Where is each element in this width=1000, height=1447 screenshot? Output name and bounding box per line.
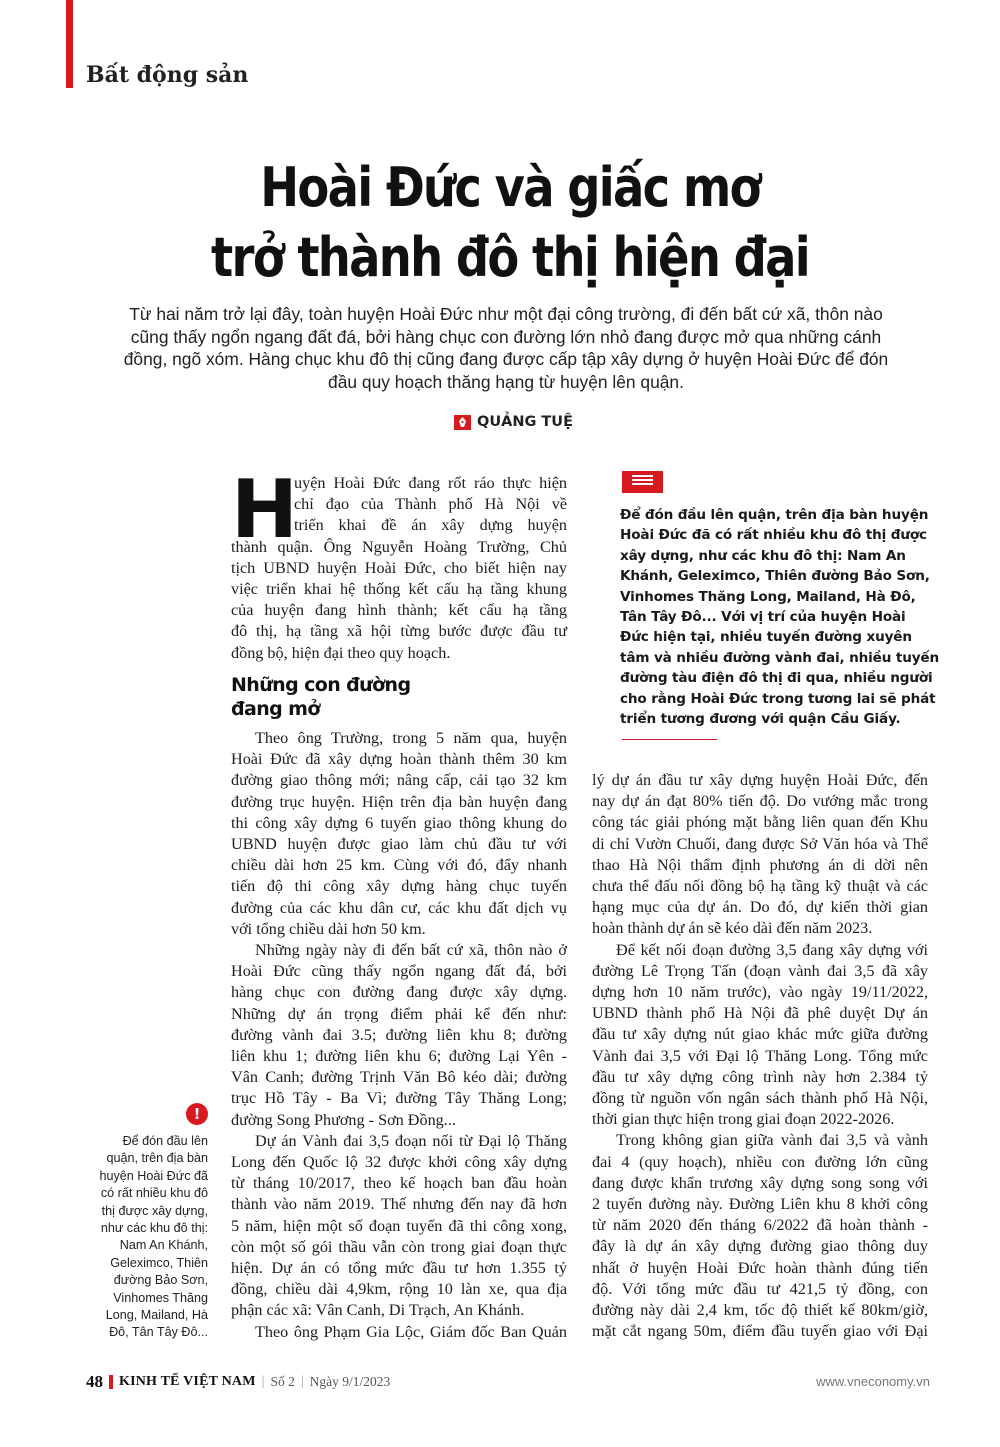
article-title-line-1: Hoài Đức và giấc mơ (260, 156, 760, 219)
text-line: đô thị, hạ tầng xã hội từng bước được đầu tư (231, 622, 567, 641)
text-line: Hoài Đức đã xây dựng hoàn thành thêm 30 km (231, 750, 567, 769)
text-line: tịch UBND huyện Hoài Đức, cho biết hiện nay (231, 558, 567, 577)
quote-line: Tân Tây Đô... Với vị trí của huyện Hoài (620, 609, 906, 626)
text-line: di chỉ Vườn Chuối, đang được Sở Văn hóa và Thể (592, 834, 928, 853)
text-line: thao Hà Nội thẩm định phương án di dời nên (592, 855, 928, 874)
section-accent-bar (66, 0, 73, 88)
aside-line: Long, Mailand, Hà (105, 1308, 208, 1323)
intro-paragraph (231, 473, 567, 664)
text-line: nhất ở huyện Hoài Đức hoàn thành đúng tiến (592, 1258, 928, 1277)
lede-line: Từ hai năm trở lại đây, toàn huyện Hoài Đức như một đại công trường, đi đến bất cứ xã, thôn nào (129, 304, 883, 324)
text-line: Những ngày này đi đến bất cứ xã, thôn nào ở (255, 941, 567, 960)
aside-line: Đô, Tân Tây Đô... (109, 1325, 208, 1340)
text-line: đai 4 (quy hoạch), nhiều con đường lớn cũng (592, 1152, 928, 1171)
text-line: từ tháng 10/2017, theo kế hoạch ban đầu hoàn (231, 1174, 567, 1193)
text-line: thành vào năm 2019. Thế nhưng đến nay đã hơn (231, 1195, 567, 1214)
text-line: 5 năm, hiện một số đoạn tuyến đã thi công xong, (231, 1216, 567, 1235)
page-number: 48 (86, 1372, 103, 1391)
body-column-1 (231, 728, 567, 1343)
text-line: lý dự án đầu tư xây dựng huyện Hoài Đức, đến (592, 771, 928, 789)
text-line: việc triển khai hệ thống kết cấu hạ tầng khung (231, 580, 567, 599)
pull-quote (620, 505, 940, 729)
text-line: đây là dự án xây dựng đường giao thông duy (592, 1237, 928, 1256)
text-line: công tác giải phóng mặt bằng liên quan đến Khu (592, 813, 928, 832)
text-line: Những dự án trọng điểm phải kể đến như: (231, 1004, 567, 1023)
text-line: hàng chục con đường đang được xây dựng. (231, 983, 567, 1002)
text-line: đồng, chiều dài 4,9km, rộng 10 làn xe, qua địa (231, 1280, 567, 1299)
aside-line: có rất nhiều khu đô (100, 1186, 208, 1201)
text-line: của huyện đang hình thành; kết cấu hạ tầng (231, 601, 567, 620)
text-line: đường Song Phương - Sơn Đồng... (231, 1110, 456, 1129)
lede-line: đồng, ngõ xóm. Hàng chục khu đô thị cũng đang được cấp tập xây dựng ở huyện Hoài Đức để đón (123, 349, 889, 369)
text-line: tiến độ thi công xây dựng hàng chục tuyến (231, 877, 567, 896)
text-line: đường này dài 2,4 km, tốc độ thiết kế 80km/giờ, (592, 1301, 928, 1320)
page-footer (86, 1372, 390, 1392)
text-line: đường Lê Trọng Tấn (đoạn vành đai 3,5 đã xây (592, 961, 928, 980)
text-line: chỉ đạo của Thành phố Hà Nội về (294, 495, 567, 514)
text-line: Vân Canh; đường Trịnh Văn Bô kéo dài; đường (231, 1068, 567, 1087)
text-line: Theo ông Trường, trong 5 năm qua, huyện (255, 729, 567, 747)
text-line: hiện. Dự án có tổng mức đầu tư hơn 1.355 tỷ (231, 1259, 567, 1278)
text-line: Long đến Quốc lộ 32 được khởi công xây dựng (231, 1153, 567, 1172)
issue-number: Số 2 (270, 1374, 295, 1389)
body-column-2 (592, 770, 928, 1342)
text-line: mặt cắt ngang 50m, điểm đầu tuyến giao với Đại (592, 1322, 928, 1341)
aside-line: Để đón đầu lên (122, 1134, 208, 1148)
text-line: thời gian thực hiện trong giai đoạn 2022-2026. (592, 1110, 895, 1129)
drop-cap: H (231, 463, 298, 556)
subheading-line: Những con đường (231, 674, 411, 696)
text-line: Hoài Đức cũng thấy ngổn ngang đất đá, bởi (231, 962, 567, 981)
text-line: đồng từ nguồn vốn ngân sách thành phố Hà Nội, (592, 1089, 928, 1108)
aside-line: đường Bảo Sơn, (113, 1273, 208, 1288)
text-line: đang được khẩn trương xây dựng song song với (592, 1173, 928, 1192)
text-line: phận các xã: Vân Canh, Di Trạch, An Khánh. (231, 1301, 525, 1320)
subheading-line: đang mở (231, 698, 320, 720)
text-line: hạng mục của dự án. Do đó, dự kiến thời gian (592, 898, 928, 917)
text-line: liên khu 1; đường liên khu 6; đường Lại Yên - (231, 1047, 567, 1066)
lede-line: cũng thấy ngổn ngang đất đá, bởi hàng chục con đường lớn nhỏ đang được mở qua những cánh (130, 326, 882, 347)
footer-accent-bar (109, 1375, 113, 1389)
article-title-line-2: trở thành đô thị hiện đại (211, 226, 809, 289)
quote-line: Hoài Đức đã có rất nhiều khu đô thị được (620, 527, 927, 544)
text-line: còn một số gói thầu vẫn còn trong giai đoạn thực (231, 1237, 567, 1256)
byline (454, 414, 573, 430)
text-line: 2 tuyến đường này. Đường Liên khu 8 khởi công (592, 1195, 928, 1214)
text-line: thi công xây dựng 6 tuyến giao thông khung do (231, 813, 567, 832)
website-link[interactable]: www.vneconomy.vn (816, 1374, 930, 1389)
text-line: đường trục huyện. Hiện trên địa bàn huyện đang (231, 792, 567, 811)
quote-line: Vinhomes Thăng Long, Mailand, Hà Đô, (620, 588, 916, 605)
quote-line: Đức hiện tại, nhiều tuyến đường xuyên (620, 629, 912, 646)
text-line: Dự án Vành đai 3,5 đoạn nối từ Đại lộ Thăng (255, 1131, 567, 1150)
quote-line: xây dựng, như các khu đô thị: Nam An (620, 547, 906, 564)
quote-line: tâm và nhiều đường vành đai, nhiều tuyến (620, 649, 940, 666)
aside-line: huyện Hoài Đức đã (99, 1168, 208, 1183)
text-line: đầu tư xây dựng công trình này hơn 2.384 tỷ (592, 1067, 928, 1086)
text-line: UBND thành phố Hà Nội đã phê duyệt Dự án (592, 1004, 928, 1023)
text-line: hoàn thành dự án sẽ kéo dài đến năm 2023. (592, 919, 873, 938)
text-line: với tổng chiều dài hơn 50 km. (231, 919, 426, 938)
exclamation-icon: ! (186, 1103, 208, 1125)
author-name: QUẢNG TUỆ (477, 414, 573, 430)
magazine-name: KINH TẾ VIỆT NAM (119, 1374, 256, 1389)
pen-icon (454, 415, 471, 430)
text-line: đồng bộ, hiện đại theo quy hoạch. (231, 643, 451, 662)
text-line: Để kết nối đoạn đường 3,5 đang xây dựng với (616, 940, 928, 959)
text-line: chưa thể đấu nối đồng bộ hạ tầng kỹ thuật và các (592, 877, 928, 896)
text-line: Trong không gian giữa vành đai 3,5 và vành (616, 1131, 928, 1150)
footer-separator: | (261, 1374, 265, 1389)
text-line: Theo ông Phạm Gia Lộc, Giám đốc Ban Quản (255, 1322, 567, 1341)
text-line: chiều dài hơn 25 km. Cùng với đó, đẩy nhanh (231, 856, 567, 875)
text-line: triển khai đề án xây dựng huyện (294, 516, 567, 535)
quote-line: triển tương đương với quận Cầu Giấy. (620, 711, 901, 728)
text-line: trục Hồ Tây - Ba Vì; đường Tây Thăng Long; (231, 1089, 567, 1108)
text-line: đường vành đai 3.5; đường liên khu 8; đường (231, 1025, 567, 1044)
aside-line: Nam An Khánh, (119, 1238, 208, 1253)
text-line: dựng hơn 10 năm trước), vào ngày 19/11/2022, (592, 983, 928, 1002)
aside-line: quận, trên địa bàn (106, 1151, 208, 1166)
quote-line: Khánh, Geleximco, Thiên đường Bảo Sơn, (620, 568, 930, 585)
footer-separator: | (300, 1374, 304, 1389)
section-label: Bất động sản (86, 62, 249, 88)
text-line: đầu tư xây dựng nút giao khác mức giữa đường (592, 1025, 928, 1044)
text-line: UBND huyện được giao làm chủ đầu tư với (231, 835, 567, 854)
subheading (231, 673, 410, 721)
aside-line: thị được xây dựng, (101, 1203, 208, 1218)
text-line: đường giao thông mới; nâng cấp, cải tạo 32 km (231, 771, 567, 790)
text-line: uyện Hoài Đức đang rốt ráo thực hiện (294, 474, 567, 492)
aside-line: Geleximco, Thiên (110, 1255, 208, 1270)
text-line: thành quận. Ông Nguyễn Hoàng Trường, Chủ (231, 537, 567, 556)
text-line: đường của các khu dân cư, các khu đất dịch vụ (231, 898, 567, 917)
quote-line: cho rằng Hoài Đức trong tương lai sẽ phát (620, 690, 936, 707)
text-line: độ. Với tổng mức đầu tư 421,5 tỷ đồng, con (592, 1279, 928, 1298)
text-line: Vành đai 3,5 với Đại lộ Thăng Long. Tổng mức (592, 1046, 928, 1065)
sidebar-note (48, 1133, 208, 1342)
quote-divider (622, 739, 717, 740)
lede-line: đầu quy hoạch thăng hạng từ huyện lên quận. (328, 371, 684, 392)
quote-icon (622, 471, 663, 493)
article-lede (118, 303, 894, 393)
quote-line: đường tàu điện đô thị đi qua, nhiều người (620, 670, 933, 687)
text-line: từ năm 2020 đến tháng 6/2022 đã hoàn thành - (592, 1216, 928, 1235)
text-line: nay dự án đạt 80% tiến độ. Do vướng mắc trong (592, 792, 928, 811)
quote-line: Để đón đầu lên quận, trên địa bàn huyện (620, 507, 929, 523)
aside-line: như các khu đô thị: (100, 1221, 208, 1236)
aside-line: Vinhomes Thăng (113, 1290, 208, 1305)
issue-date: Ngày 9/1/2023 (309, 1374, 391, 1389)
